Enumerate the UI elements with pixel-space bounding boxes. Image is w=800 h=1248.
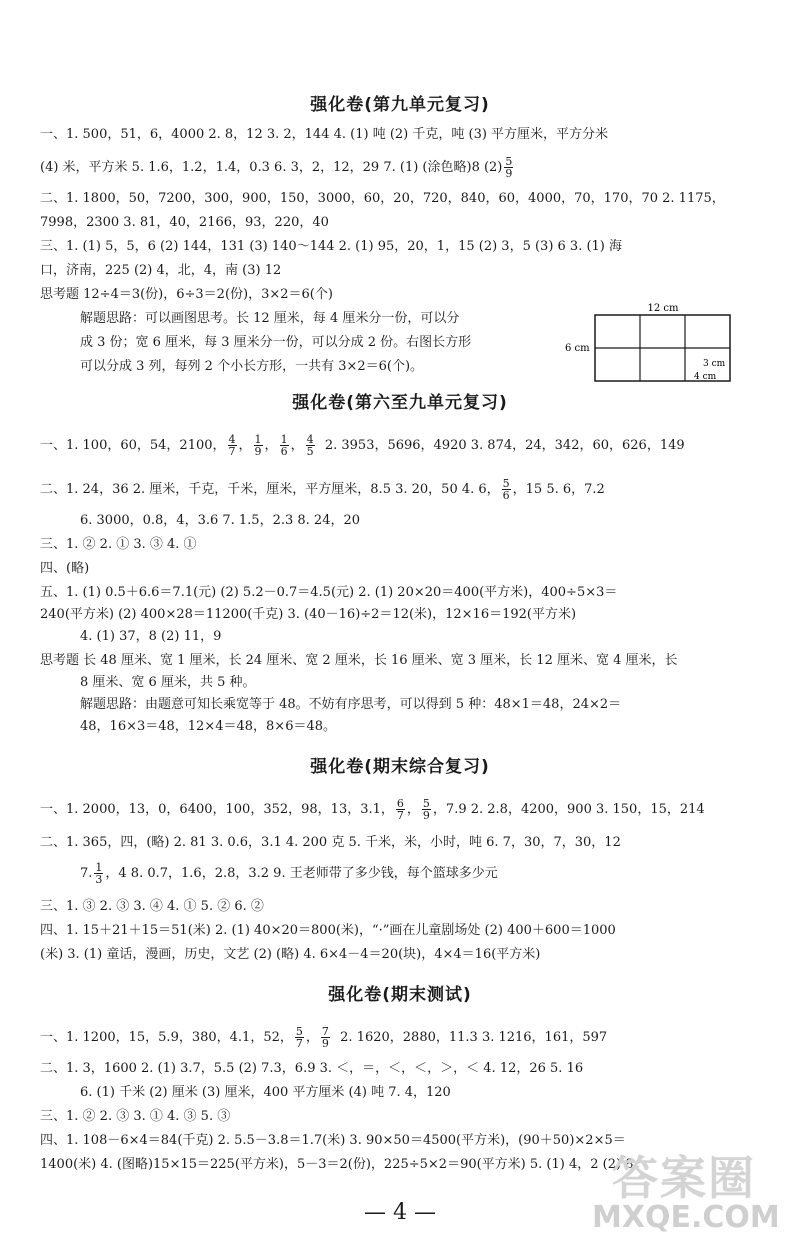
denominator: 7 (396, 809, 404, 822)
thinking-question: 8 厘米、宽 6 厘米，共 5 种。 (80, 675, 256, 690)
fraction (254, 434, 263, 457)
denominator: 7 (228, 445, 236, 458)
answer-line: 口，济南，225 (2) 4，北，4，南 (3) 12 (40, 263, 282, 278)
answer-line: (米) 3. (1) 童话，漫画，历史，文艺 (2) (略) 4. 6×4－4＝20(块)，4×4＝16(平方米) (40, 947, 541, 962)
small-height-label: 3 cm (703, 359, 726, 369)
answer-line: 4. (1) 37，8 (2) 11，9 (80, 629, 222, 644)
answer-text: 2. 3953，5696，4920 3. 874，24，342，60，626，149 (324, 438, 685, 453)
numerator: 1 (280, 433, 288, 446)
denominator: 9 (505, 167, 513, 180)
fraction (306, 434, 315, 457)
answer-text: ，4 8. 0.7，1.6，2.8，3.2 9. 王老师带了多少钱，每个篮球多少元 (105, 866, 498, 881)
answer-line: 三、1. ③ 2. ③ 3. ④ 4. ① 5. ② 6. ② (40, 899, 264, 914)
numerator: 1 (254, 433, 262, 446)
answer-text: 二、1. 24，36 2. 厘米，千克，千米，厘米，平方厘米，8.5 3. 20，50 4. 6， (40, 482, 500, 497)
denominator: 9 (321, 1037, 329, 1050)
denominator: 3 (95, 873, 103, 886)
answer-line: 一、1. 100，60，54，2100， $\frac{4}{7}$ ， $\frac{1}{9}$ ， $\frac{1}{6}$ ， $\frac{4}{5}$ 2. 3953，5696，4920 3. 874，24，342，60，626，149 (40, 433, 685, 458)
fraction (321, 1026, 330, 1049)
answer-line: 二、1. 1800，50，7200，300，900，150，3000，60，20，720，840，60，4000，70，170，70 2. 1175， (40, 191, 725, 206)
numerator: 6 (396, 797, 404, 810)
answer-line: 6. (1) 千米 (2) 厘米 (3) 厘米，400 平方厘米 (4) 吨 7. 4，120 (80, 1085, 451, 1100)
watermark-text: 答案圈 (612, 1151, 756, 1205)
height-label: 6 cm (565, 343, 590, 354)
answer-line: 三、1. (1) 5，5，6 (2) 144，131 (3) 140～144 2. (1) 95，20，1，15 (2) 3，5 (3) 6 3. (1) 海 (40, 239, 623, 254)
answer-text: (4) 米，平方米 5. 1.6，1.2，1.4，0.3 6. 3，2，12，29 7. (1) (涂色略)8 (2) (40, 160, 503, 175)
solution-hint: 48，16×3＝48，12×4＝48，8×6＝48。 (80, 719, 337, 734)
solution-hint: 可以分成 3 列，每列 2 个小长方形，一共有 3×2＝6(个)。 (80, 359, 424, 374)
denominator: 6 (502, 489, 510, 502)
answer-text: 一、1. 1200，15，5.9，380，4.1，52， (40, 1030, 293, 1045)
answer-line: 6. 3000，0.8，4，3.6 7. 1.5，2.3 8. 24，20 (80, 513, 361, 528)
section-title-unit9: 强化卷(第九单元复习) (310, 95, 490, 115)
denominator: 6 (280, 445, 288, 458)
fraction (422, 798, 431, 821)
answer-line: 一、1. 1200，15，5.9，380，4.1，52， $\frac{5}{7}$ ， $\frac{7}{9}$ 2. 1620，2880，11.3 3. 1216，161，597 (40, 1025, 608, 1050)
rectangle-grid-diagram (563, 300, 743, 386)
section-title-final-review: 强化卷(期末综合复习) (310, 757, 490, 777)
fraction (504, 156, 513, 179)
answer-line: 一、1. 500，51，6，4000 2. 8，12 3. 2，144 4. (1) 吨 (2) 千克，吨 (3) 平方厘米，平方分米 (40, 127, 609, 142)
small-width-label: 4 cm (694, 372, 717, 382)
answer-line: 五、1. (1) 0.5＋6.6＝7.1(元) (2) 5.2－0.7＝4.5(元) 2. (1) 20×20＝400(平方米)，400÷5×3＝ (40, 585, 618, 600)
numerator: 5 (505, 155, 513, 168)
fraction (94, 862, 103, 885)
answer-line: 1400(米) 4. (图略)15×15＝225(平方米)，5－3＝2(份)，225÷5×2＝90(平方米) 5. (1) 4，2 (2) 8 (40, 1157, 634, 1172)
denominator: 5 (306, 445, 314, 458)
watermark-url: MXQE.COM (592, 1200, 780, 1235)
answer-line: 二、1. 365，四，(略) 2. 81 3. 0.6，3.1 4. 200 克 5. 千米，米，小时，吨 6. 7，30，7，30，12 (40, 835, 621, 850)
answer-line: 240(平方米) (2) 400×28＝11200(千克) 3. (40－16)÷2＝12(米)，12×16＝192(平方米) (40, 607, 577, 622)
answer-line: 7998，2300 3. 81，40，2166，93，220，40 (40, 215, 329, 230)
answer-line: 四、(略) (40, 561, 90, 576)
answer-line: 四、1. 108－6×4＝84(千克) 2. 5.5－3.8＝1.7(米) 3. 90×50＝4500(平方米)，(90＋50)×2×5＝ (40, 1133, 626, 1148)
fraction (228, 434, 237, 457)
answer-text: ，15 5. 6，7.2 (512, 482, 605, 497)
fraction (502, 478, 511, 501)
denominator: 7 (295, 1037, 303, 1050)
solution-hint: 解题思路：由题意可知长乘宽等于 48。不妨有序思考，可以得到 5 种：48×1＝48，24×2＝ (80, 697, 622, 712)
fraction (295, 1026, 304, 1049)
answer-line: 三、1. ② 2. ① 3. ③ 4. ① (40, 537, 197, 552)
answer-line: 二、1. 3，1600 2. (1) 3.7，5.5 (2) 7.3，6.9 3. ＜，＝，＜，＜，＞，＜ 4. 12，26 5. 16 (40, 1061, 584, 1076)
answer-line (40, 478, 740, 501)
solution-hint: 解题思路：可以画图思考。长 12 厘米，每 4 厘米分一份，可以分 (80, 311, 460, 326)
numerator: 4 (228, 433, 236, 446)
answer-line (40, 156, 740, 179)
answer-text: ，7.9 2. 2.8，4200，900 3. 150，15，214 (432, 802, 705, 817)
answer-text: 一、1. 100，60，54，2100， (40, 438, 226, 453)
answer-text: 2. 1620，2880，11.3 3. 1216，161，597 (340, 1030, 608, 1045)
denominator: 9 (422, 809, 430, 822)
section-title-final-test: 强化卷(期末测试) (328, 985, 472, 1005)
section-title-unit6-9: 强化卷(第六至九单元复习) (292, 393, 508, 413)
denominator: 9 (254, 445, 262, 458)
numerator: 1 (95, 861, 103, 874)
answer-text: 一、1. 2000，13，0，6400，100，352，98，13，3.1， (40, 802, 394, 817)
numerator: 4 (306, 433, 314, 446)
numerator: 5 (422, 797, 430, 810)
fraction (280, 434, 289, 457)
solution-hint: 成 3 份；宽 6 厘米，每 3 厘米分一份，可以分成 2 份。右图长方形 (80, 335, 472, 350)
width-label: 12 cm (647, 303, 679, 314)
fraction (396, 798, 405, 821)
answer-line: 三、1. ② 2. ③ 3. ① 4. ③ 5. ③ (40, 1109, 231, 1124)
numerator: 5 (295, 1025, 303, 1038)
answer-line (80, 862, 780, 885)
answer-line: 四、1. 15＋21＋15＝51(米) 2. (1) 40×20＝800(米)，“·”画在儿童剧场处 (2) 400＋600＝1000 (40, 923, 616, 938)
thinking-question: 思考题 长 48 厘米、宽 1 厘米，长 24 厘米、宽 2 厘米，长 16 厘米、宽 3 厘米，长 12 厘米、宽 4 厘米，长 (40, 653, 678, 668)
numerator: 5 (502, 477, 510, 490)
watermark-logo (592, 1142, 792, 1242)
thinking-question: 思考题 12÷4＝3(份)，6÷3＝2(份)，3×2＝6(个) (40, 287, 333, 302)
numerator: 7 (321, 1025, 329, 1038)
answer-line: 一、1. 2000，13，0，6400，100，352，98，13，3.1， $\frac{6}{7}$ ， $\frac{5}{9}$ ，7.9 2. 2.8，4200，900 3. 150，15，214 (40, 797, 705, 822)
answer-text: 7. (80, 866, 93, 881)
page-number: — 4 — (364, 1200, 436, 1225)
